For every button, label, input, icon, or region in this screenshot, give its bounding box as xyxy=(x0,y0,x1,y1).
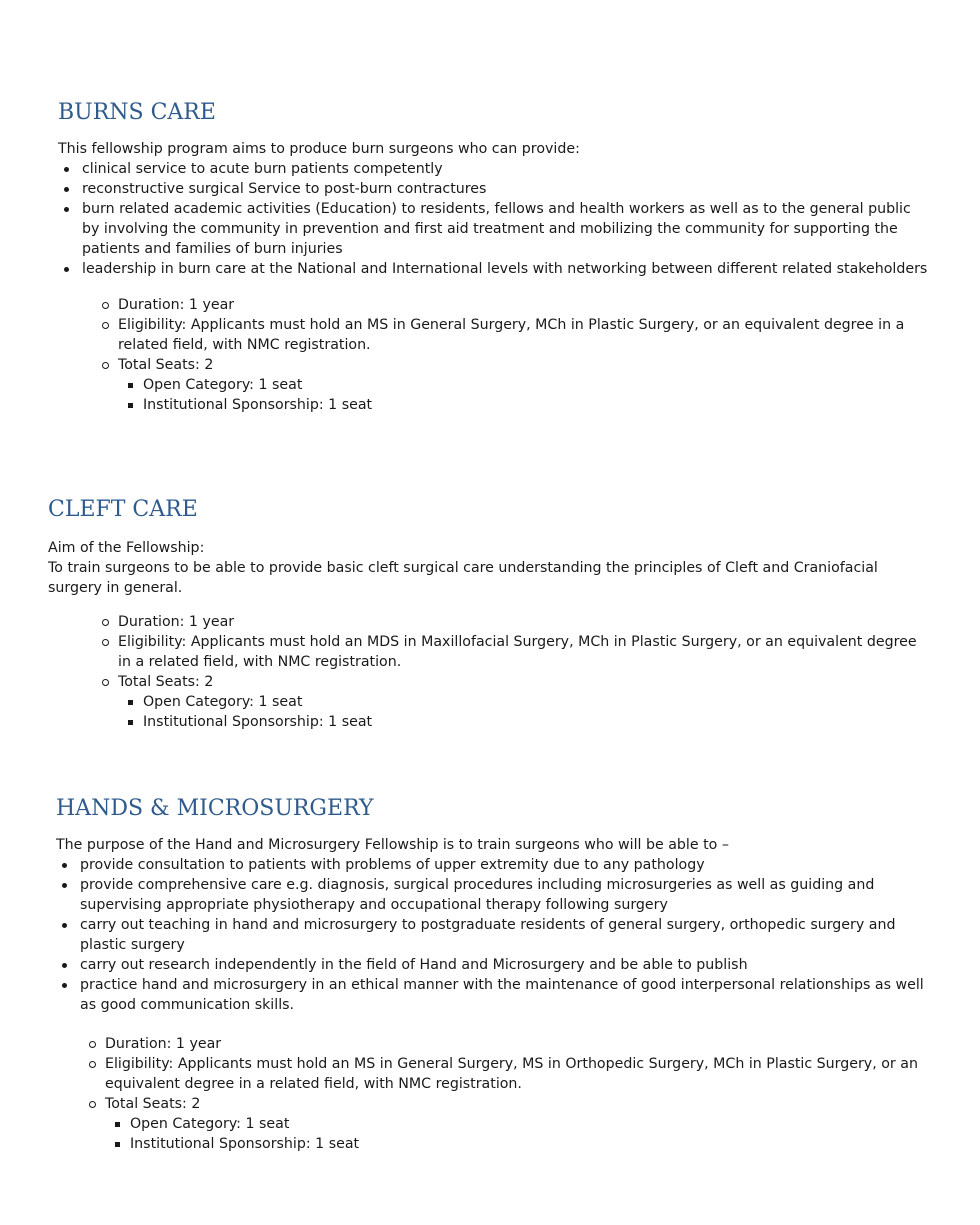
list-item: provide consultation to patients with problems of upper extremity due to any pathology xyxy=(56,855,932,875)
hands-total-seats-label: Total Seats: 2 xyxy=(105,1096,201,1112)
hands-microsurgery-section xyxy=(56,794,932,1154)
hands-microsurgery-title: HANDS & MICROSURGERY xyxy=(56,796,374,821)
cleft-eligibility: Eligibility: Applicants must hold an MDS in Maxillofacial Surgery, MCh in Plastic Surgery, or an equivalent degree in a related field, with NMC registration. xyxy=(98,632,932,672)
list-item: reconstructive surgical Service to post-burn contractures xyxy=(58,179,932,199)
cleft-care-section xyxy=(48,495,932,732)
hands-seats-list xyxy=(110,1114,932,1154)
hands-eligibility: Eligibility: Applicants must hold an MS in General Surgery, MS in Orthopedic Surgery, MCh in Plastic Surgery, or an equivalent degree in a related field, with NMC registration. xyxy=(85,1054,932,1094)
burns-eligibility: Eligibility: Applicants must hold an MS in General Surgery, MCh in Plastic Surgery, or an equivalent degree in a related field, with NMC registration. xyxy=(98,315,932,355)
hands-intro: The purpose of the Hand and Microsurgery Fellowship is to train surgeons who will be able to – xyxy=(56,837,729,853)
cleft-total-seats-label: Total Seats: 2 xyxy=(118,674,214,690)
cleft-total-seats xyxy=(98,672,932,732)
list-item: practice hand and microsurgery in an ethical manner with the maintenance of good interpersonal relationships as well as good communication skills. xyxy=(56,975,932,1015)
hands-institutional: Institutional Sponsorship: 1 seat xyxy=(110,1134,932,1154)
list-item: clinical service to acute burn patients competently xyxy=(58,159,932,179)
hands-details-list xyxy=(85,1034,932,1154)
list-item: carry out teaching in hand and microsurgery to postgraduate residents of general surgery, orthopedic surgery and plastic surgery xyxy=(56,915,932,955)
cleft-institutional: Institutional Sponsorship: 1 seat xyxy=(123,712,932,732)
burns-intro: This fellowship program aims to produce burn surgeons who can provide: xyxy=(58,141,580,157)
list-item: provide comprehensive care e.g. diagnosis, surgical procedures including microsurgeries as well as guiding and supervising appropriate physiotherapy and occupational therapy following surgery xyxy=(56,875,932,915)
hands-aims-list xyxy=(56,855,932,1015)
burns-total-seats-label: Total Seats: 2 xyxy=(118,357,214,373)
cleft-duration: Duration: 1 year xyxy=(98,612,932,632)
hands-total-seats xyxy=(85,1094,932,1154)
cleft-open-category: Open Category: 1 seat xyxy=(123,692,932,712)
burns-seats-list xyxy=(123,375,932,415)
burns-total-seats xyxy=(98,355,932,415)
burns-details-list xyxy=(98,295,932,415)
burns-aims-list xyxy=(58,159,932,279)
burns-institutional: Institutional Sponsorship: 1 seat xyxy=(123,395,932,415)
list-item: burn related academic activities (Education) to residents, fellows and health workers as well as to the general public by involving the community in prevention and first aid treatment and mobilizing the community for supporting the patients and families of burn injuries xyxy=(58,199,932,259)
cleft-aim-heading: Aim of the Fellowship: xyxy=(48,540,205,556)
burns-care-title: BURNS CARE xyxy=(58,100,216,125)
cleft-care-title: CLEFT CARE xyxy=(48,497,198,522)
cleft-aim-text: To train surgeons to be able to provide basic cleft surgical care understanding the principles of Cleft and Craniofacial surgery in general. xyxy=(48,560,878,596)
burns-care-section xyxy=(58,98,932,415)
hands-open-category: Open Category: 1 seat xyxy=(110,1114,932,1134)
list-item: carry out research independently in the field of Hand and Microsurgery and be able to publish xyxy=(56,955,932,975)
cleft-seats-list xyxy=(123,692,932,732)
burns-duration: Duration: 1 year xyxy=(98,295,932,315)
hands-duration: Duration: 1 year xyxy=(85,1034,932,1054)
list-item: leadership in burn care at the National and International levels with networking between different related stakeholders xyxy=(58,259,932,279)
cleft-details-list xyxy=(98,612,932,732)
burns-open-category: Open Category: 1 seat xyxy=(123,375,932,395)
